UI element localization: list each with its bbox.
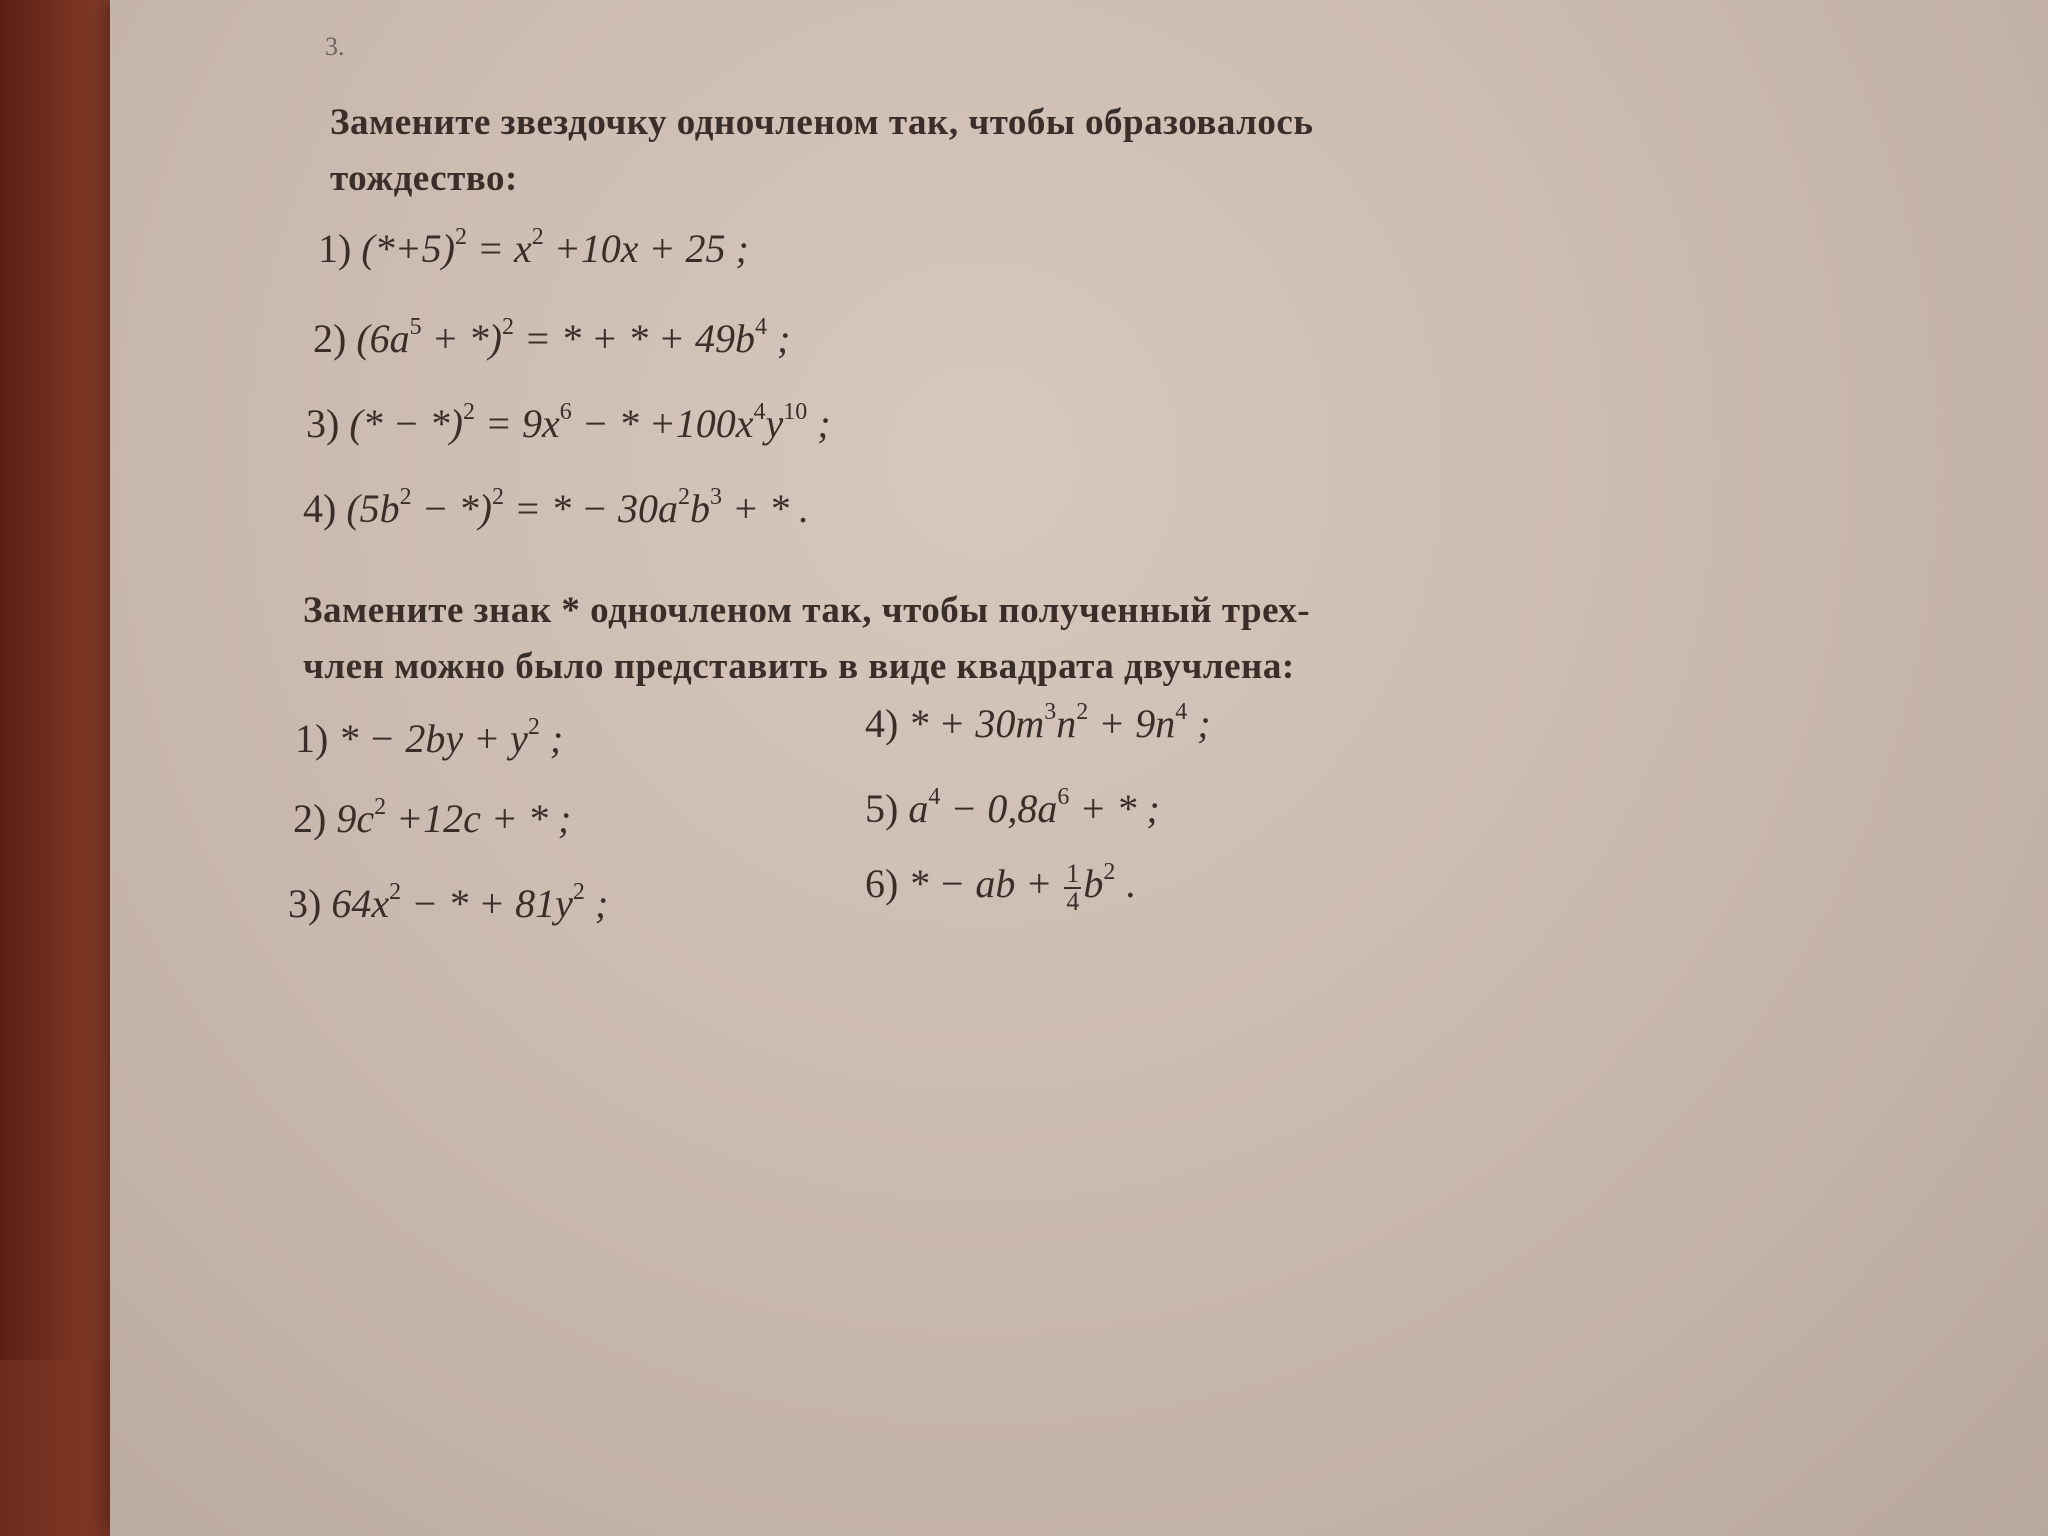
expr-part: + *) (421, 316, 502, 361)
expr-part: (*+5) (361, 226, 455, 271)
expr-part: . (1115, 861, 1136, 906)
expr-part: (5b (346, 486, 400, 531)
task1-instruction (330, 95, 1560, 207)
expr-part: n (1056, 701, 1077, 746)
expr-part: +12c + * ; (386, 796, 572, 841)
item-number: 3) (288, 881, 322, 926)
item-number: 5) (865, 786, 899, 831)
expr-part: +10x + 25 ; (543, 226, 749, 271)
page-number: 3. (325, 32, 345, 61)
expr-part: ; (1187, 701, 1211, 746)
task2-item-2 (293, 795, 571, 842)
exponent: 2 (462, 399, 475, 425)
item-number: 4) (865, 701, 899, 746)
task1-item-2 (313, 315, 790, 362)
exponent: 10 (783, 399, 808, 425)
expr-part: + * ; (1069, 786, 1160, 831)
expr-part: = 9x (474, 401, 560, 446)
exponent: 4 (753, 399, 766, 425)
expr-part: b (1083, 861, 1104, 906)
expr-part: * + 30m (908, 701, 1045, 746)
task2-instruction-line-2: член можно было представить в виде квадрата двучлена: (303, 646, 1295, 687)
item-number: 6) (865, 861, 899, 906)
task2-instruction (303, 583, 1443, 695)
task1-item-3 (306, 400, 831, 447)
item-number: 3) (306, 401, 340, 446)
expr-part: ; (807, 401, 831, 446)
fraction-denominator: 4 (1066, 886, 1080, 916)
exponent: 2 (572, 879, 585, 905)
exponent: 2 (454, 224, 467, 250)
item-number: 1) (318, 226, 352, 271)
expr-part: = x (466, 226, 532, 271)
expr-part: * − ab + (908, 861, 1063, 906)
expr-part: y (765, 401, 784, 446)
expr-part: + 9n (1088, 701, 1176, 746)
exponent: 4 (1175, 699, 1188, 725)
task2-item-3 (288, 880, 608, 927)
expr-part: a (908, 786, 929, 831)
exponent: 2 (1076, 699, 1089, 725)
expr-part: * − 2by + y (338, 716, 528, 761)
fraction-numerator: 1 (1066, 858, 1080, 888)
exponent: 2 (1103, 859, 1116, 885)
exponent: 3 (709, 484, 722, 510)
exponent: 2 (677, 484, 690, 510)
item-number: 4) (303, 486, 337, 531)
exponent: 5 (409, 314, 422, 340)
expr-part: − *) (411, 486, 492, 531)
expr-part: 9c (336, 796, 375, 841)
expr-part: b (689, 486, 710, 531)
task2-item-5 (865, 785, 1160, 832)
expr-part: + * . (721, 486, 809, 531)
fraction-one-quarter (1064, 858, 1081, 916)
exponent: 2 (374, 794, 387, 820)
exponent: 3 (1044, 699, 1057, 725)
task1-item-1 (318, 225, 749, 272)
exponent: 6 (1057, 784, 1070, 810)
expr-part: − * + 81y (401, 881, 573, 926)
exponent: 2 (399, 484, 412, 510)
exponent: 2 (389, 879, 402, 905)
expr-part: 64x (331, 881, 390, 926)
exponent: 2 (501, 314, 514, 340)
item-number: 2) (293, 796, 327, 841)
task1-instruction-line-2: тождество: (330, 158, 518, 199)
exponent: 4 (928, 784, 941, 810)
expr-part: = * + * + 49b (513, 316, 755, 361)
item-number: 1) (295, 716, 329, 761)
exponent: 2 (491, 484, 504, 510)
task1-instruction-line-1: Замените звездочку одночленом так, чтобы образовалось (330, 102, 1314, 143)
exponent: 6 (559, 399, 572, 425)
expr-part: ; (539, 716, 564, 761)
task2-item-1 (295, 715, 563, 762)
task1-item-4 (303, 485, 809, 532)
expr-part: ; (584, 881, 609, 926)
exponent: 2 (527, 714, 540, 740)
task2-item-6 (865, 860, 1135, 915)
task2-instruction-line-1: Замените знак * одночленом так, чтобы полученный трех- (303, 590, 1311, 631)
expr-part: (6a (356, 316, 410, 361)
expr-part: − * +100x (571, 401, 754, 446)
task2-item-4 (865, 700, 1211, 747)
expr-part: ; (766, 316, 791, 361)
expr-part: − 0,8a (940, 786, 1058, 831)
item-number: 2) (313, 316, 347, 361)
exponent: 2 (531, 224, 544, 250)
expr-part: (* − *) (349, 401, 463, 446)
expr-part: = * − 30a (503, 486, 678, 531)
exponent: 4 (754, 314, 767, 340)
